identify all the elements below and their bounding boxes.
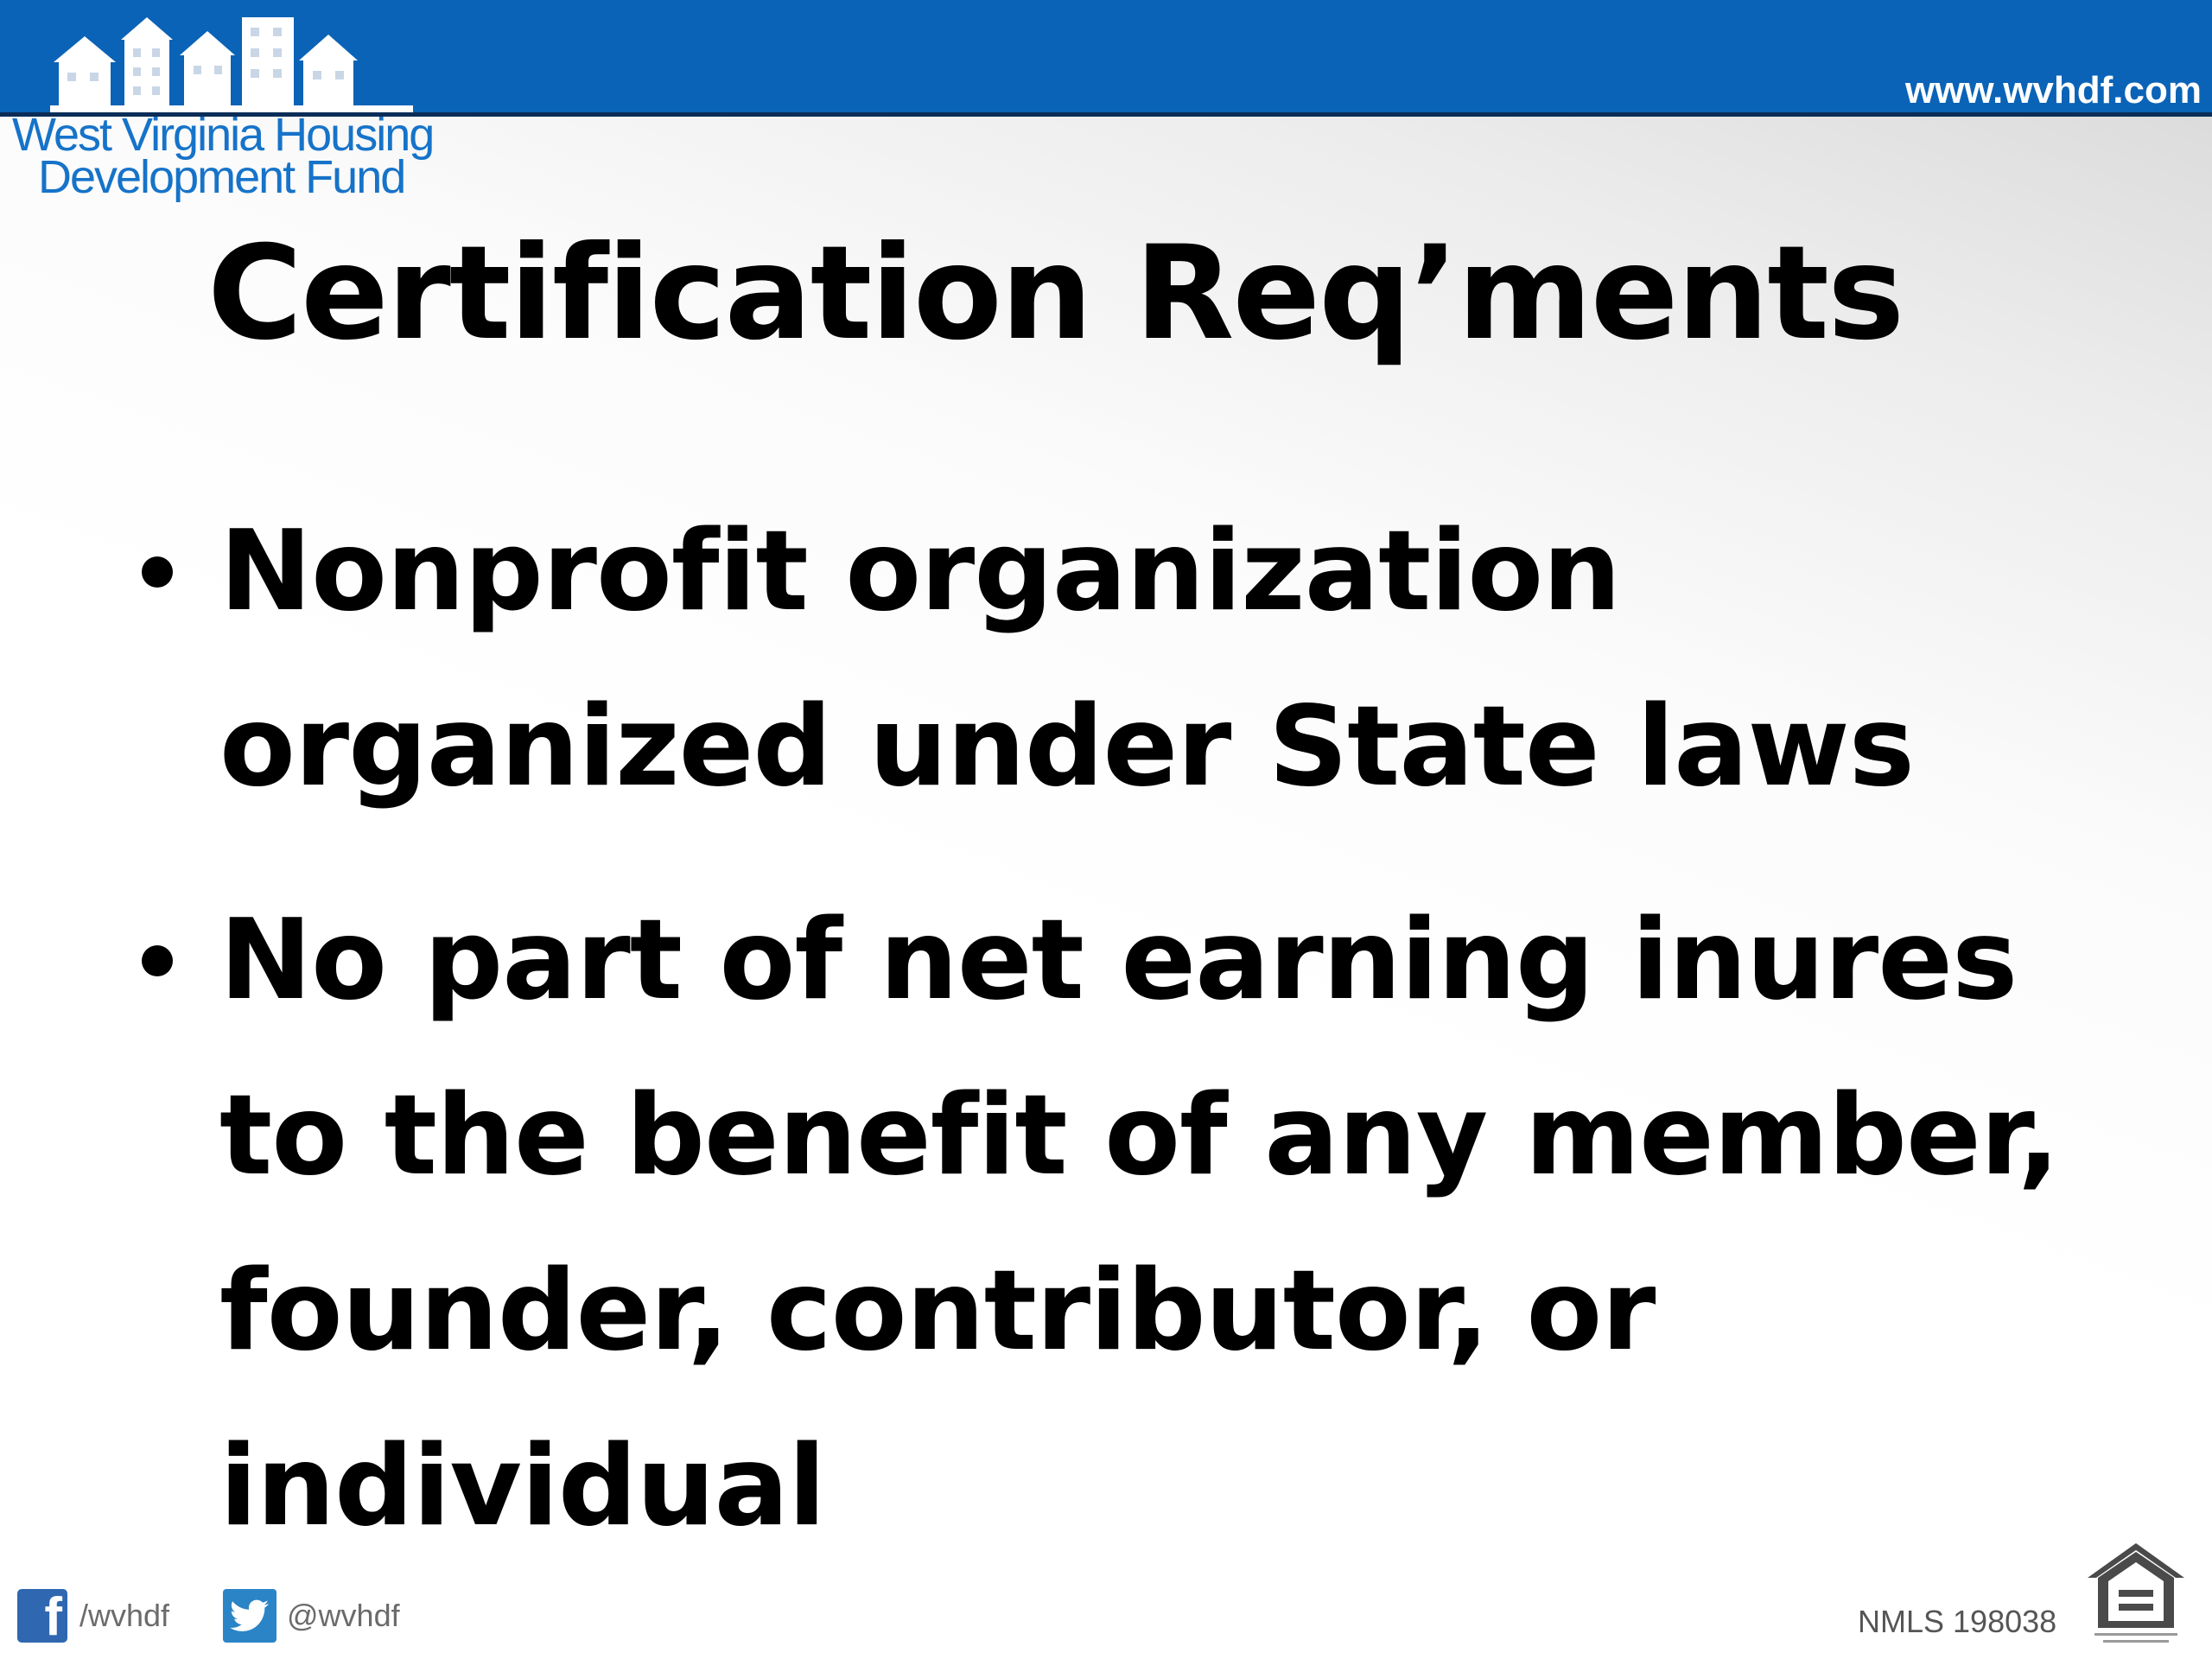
houses-logo-icon — [50, 12, 413, 114]
logo-line1: West Virginia Housing — [12, 109, 434, 161]
facebook-icon: f — [17, 1589, 67, 1643]
bullet-text: No part of net earning inures to the benefit of any member, founder, contributor, or individual — [219, 896, 2059, 1551]
bullet-list — [130, 484, 2117, 1612]
bullet-icon — [142, 945, 173, 976]
bullet-icon — [142, 556, 173, 588]
facebook-handle: /wvhdf — [79, 1598, 170, 1633]
twitter-handle: @wvhdf — [287, 1598, 400, 1633]
nmls-number: NMLS 198038 — [1858, 1604, 2057, 1639]
facebook-link[interactable] — [17, 1587, 170, 1647]
logo-text — [12, 109, 434, 203]
logo-line2: Development Fund — [38, 151, 405, 203]
bullet-item — [130, 873, 2117, 1574]
slide-title: Certification Req’ments — [207, 219, 1904, 369]
twitter-link[interactable] — [223, 1588, 400, 1643]
bullet-text: Nonprofit organization organized under State laws — [219, 507, 1914, 811]
twitter-bird-icon — [223, 1589, 276, 1643]
bullet-item — [130, 484, 2117, 835]
website-url[interactable]: www.wvhdf.com — [1904, 69, 2202, 111]
equal-housing-icon — [2082, 1538, 2190, 1650]
